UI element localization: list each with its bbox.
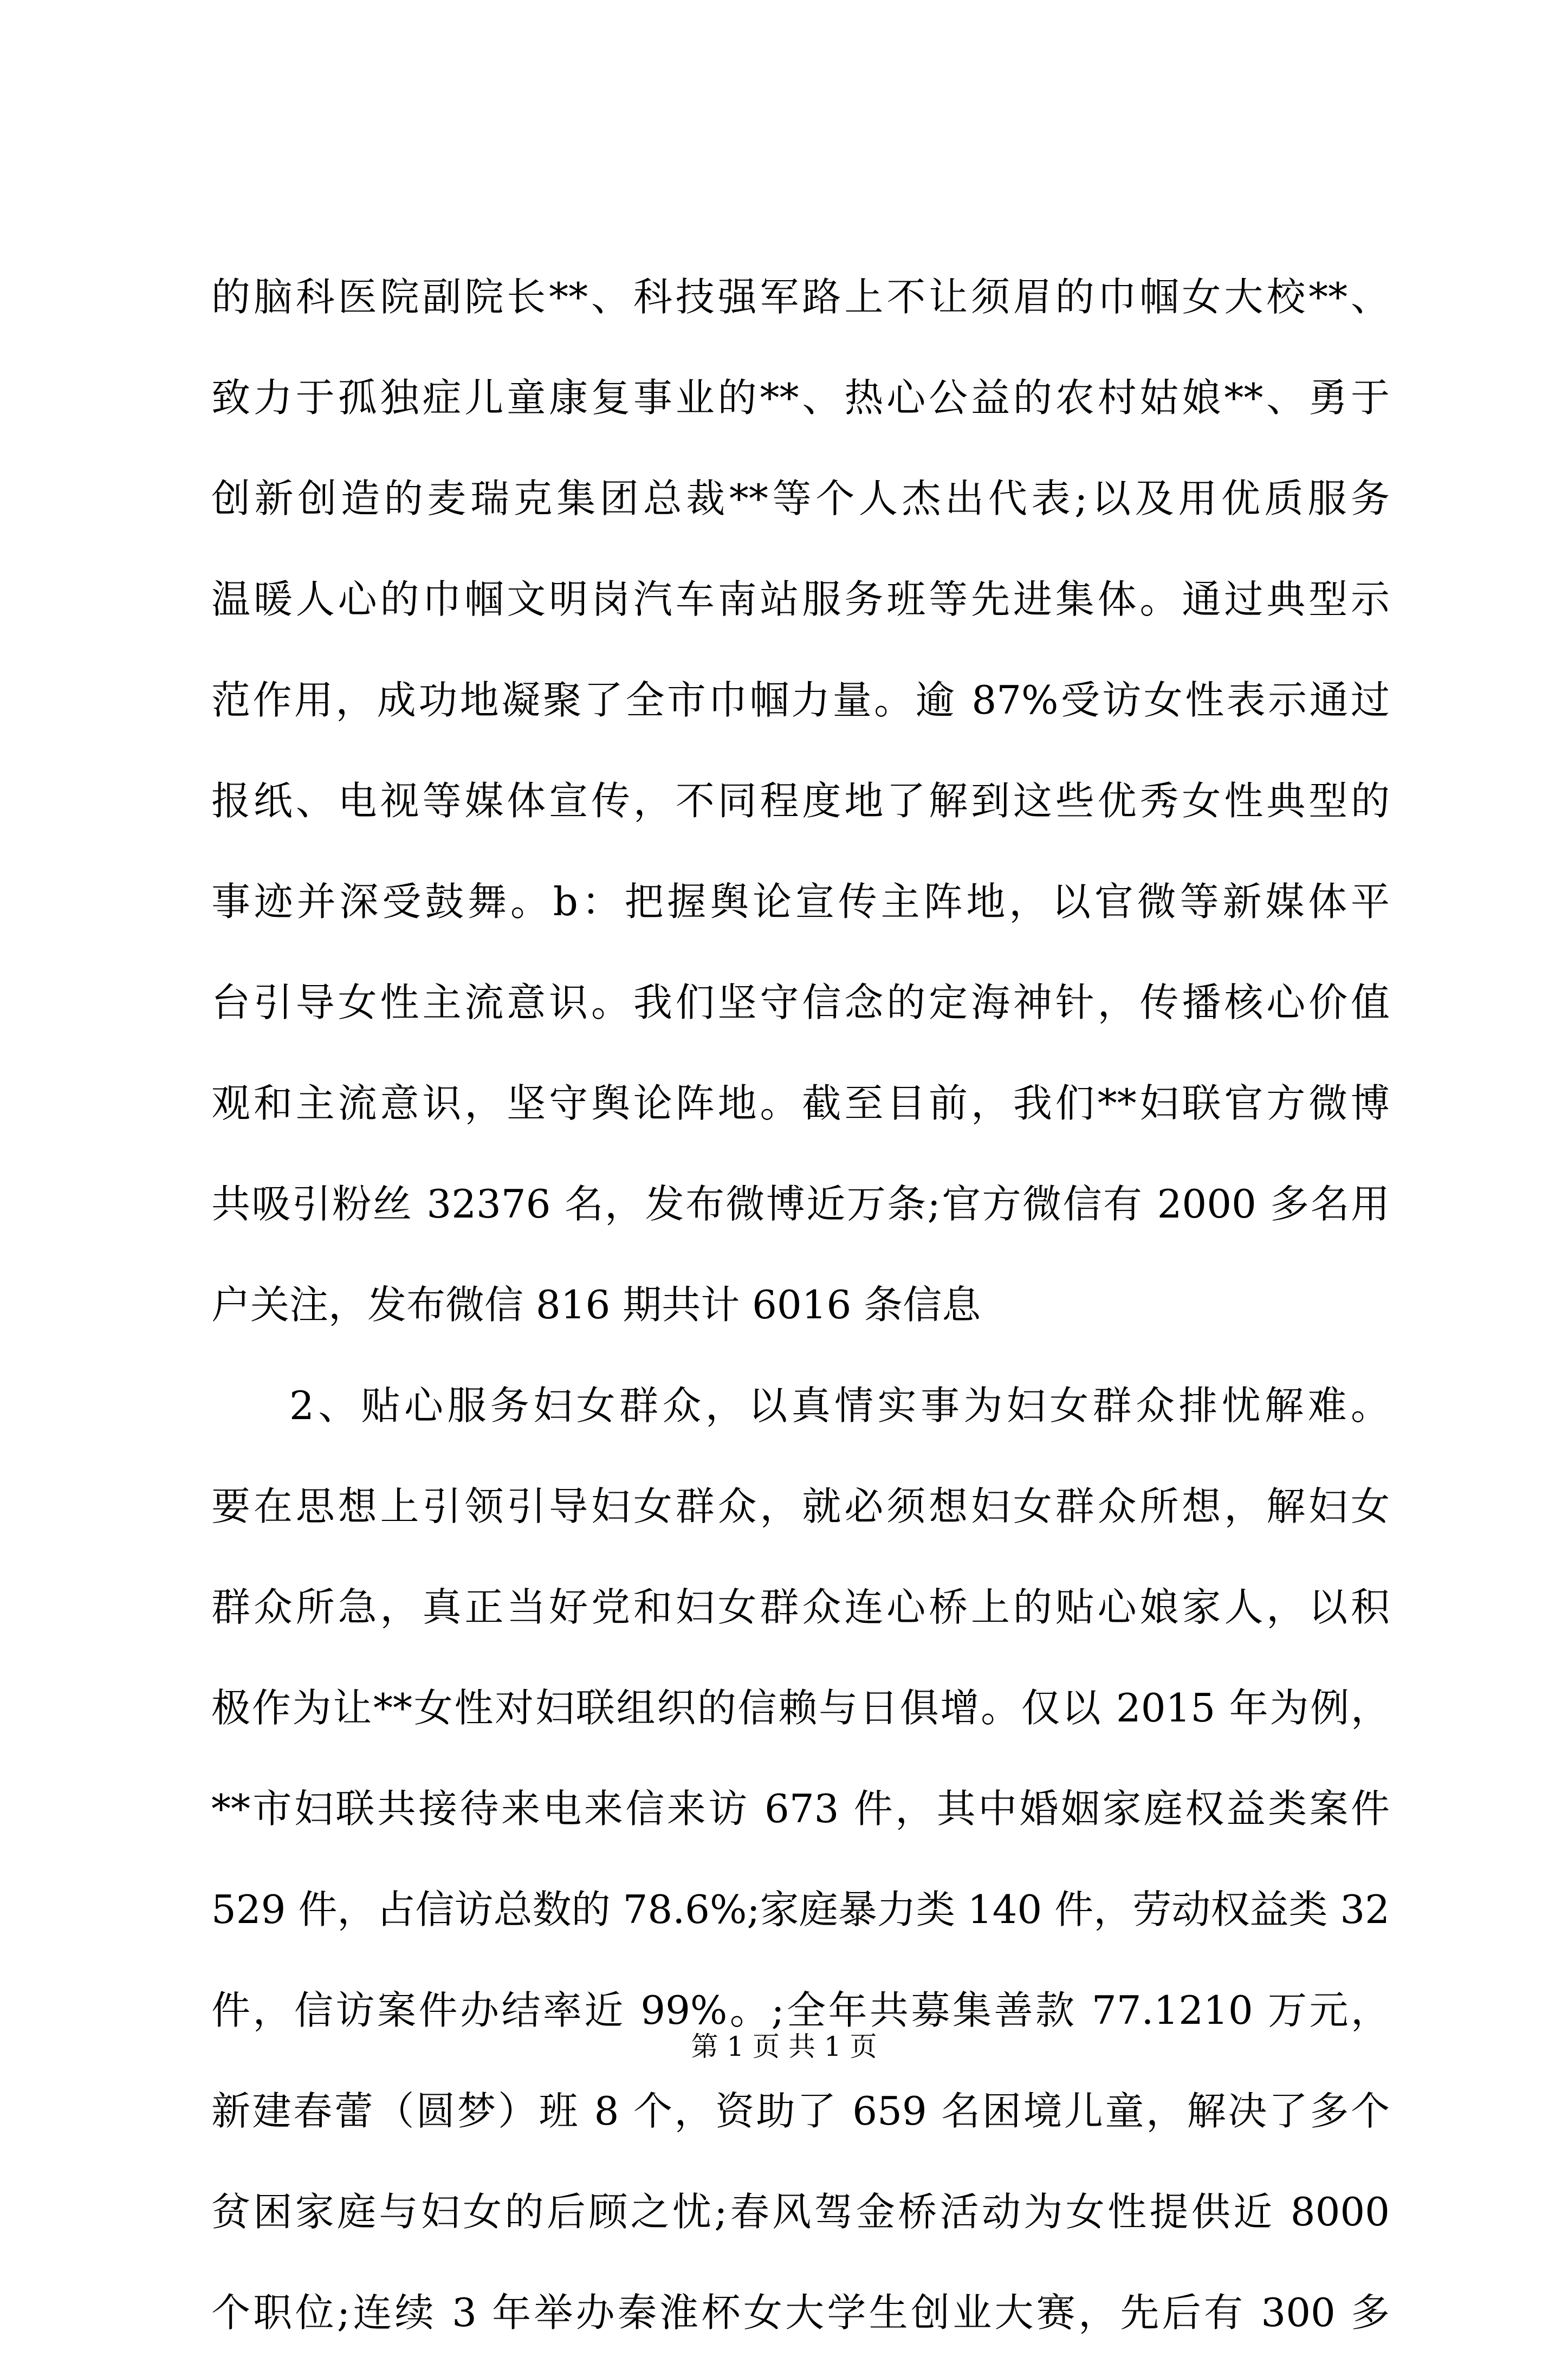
paragraph-2-line-5: **市妇联共接待来电来信来访 673 件，其中婚姻家庭权益类案件: [211, 1786, 1390, 1831]
page-number-footer: 第 1 页 共 1 页: [691, 2031, 877, 2062]
paragraph-1-line-2: 致力于孤独症儿童康复事业的**、热心公益的农村姑娘**、勇于: [211, 375, 1390, 420]
paragraph-1-line-4: 温暖人心的巾帼文明岗汽车南站服务班等先进集体。通过典型示: [211, 577, 1390, 622]
paragraph-1-line-1: 的脑科医院副院长**、科技强军路上不让须眉的巾帼女大校**、: [211, 274, 1390, 320]
paragraph-1-line-11: 户关注，发布微信 816 期共计 6016 条信息: [211, 1282, 981, 1328]
paragraph-2-line-6: 529 件，占信访总数的 78.6%;家庭暴力类 140 件，劳动权益类 32: [211, 1887, 1390, 1932]
paragraph-1-line-8: 台引导女性主流意识。我们坚守信念的定海神针，传播核心价值: [211, 980, 1390, 1025]
paragraph-1-line-10: 共吸引粉丝 32376 名，发布微博近万条;官方微信有 2000 多名用: [211, 1181, 1390, 1227]
paragraph-2-line-1: 2、贴心服务妇女群众，以真情实事为妇女群众排忧解难。: [289, 1383, 1390, 1428]
paragraph-1-line-5: 范作用，成功地凝聚了全市巾帼力量。逾 87%受访女性表示通过: [211, 677, 1390, 723]
paragraph-2-line-10: 个职位;连续 3 年举办秦淮杯女大学生创业大赛，先后有 300 多: [211, 2290, 1390, 2335]
paragraph-1-line-6: 报纸、电视等媒体宣传，不同程度地了解到这些优秀女性典型的: [211, 778, 1390, 824]
paragraph-1-line-7: 事迹并深受鼓舞。b：把握舆论宣传主阵地，以官微等新媒体平: [211, 879, 1390, 924]
paragraph-2-line-2: 要在思想上引领引导妇女群众，就必须想妇女群众所想，解妇女: [211, 1484, 1390, 1529]
paragraph-1-line-3: 创新创造的麦瑞克集团总裁**等个人杰出代表;以及用优质服务: [211, 476, 1390, 521]
paragraph-2-line-4: 极作为让**女性对妇联组织的信赖与日俱增。仅以 2015 年为例，: [211, 1685, 1390, 1731]
paragraph-2-line-3: 群众所急，真正当好党和妇女群众连心桥上的贴心娘家人，以积: [211, 1584, 1390, 1630]
paragraph-1-line-9: 观和主流意识，坚守舆论阵地。截至目前，我们**妇联官方微博: [211, 1080, 1390, 1126]
paragraph-2-line-7: 件，信访案件办结率近 99%。;全年共募集善款 77.1210 万元，: [211, 1987, 1390, 2033]
paragraph-2-line-9: 贫困家庭与妇女的后顾之忧;春风驾金桥活动为女性提供近 8000: [211, 2189, 1390, 2235]
paragraph-2-line-8: 新建春蕾（圆梦）班 8 个，资助了 659 名困境儿童，解决了多个: [211, 2088, 1390, 2134]
